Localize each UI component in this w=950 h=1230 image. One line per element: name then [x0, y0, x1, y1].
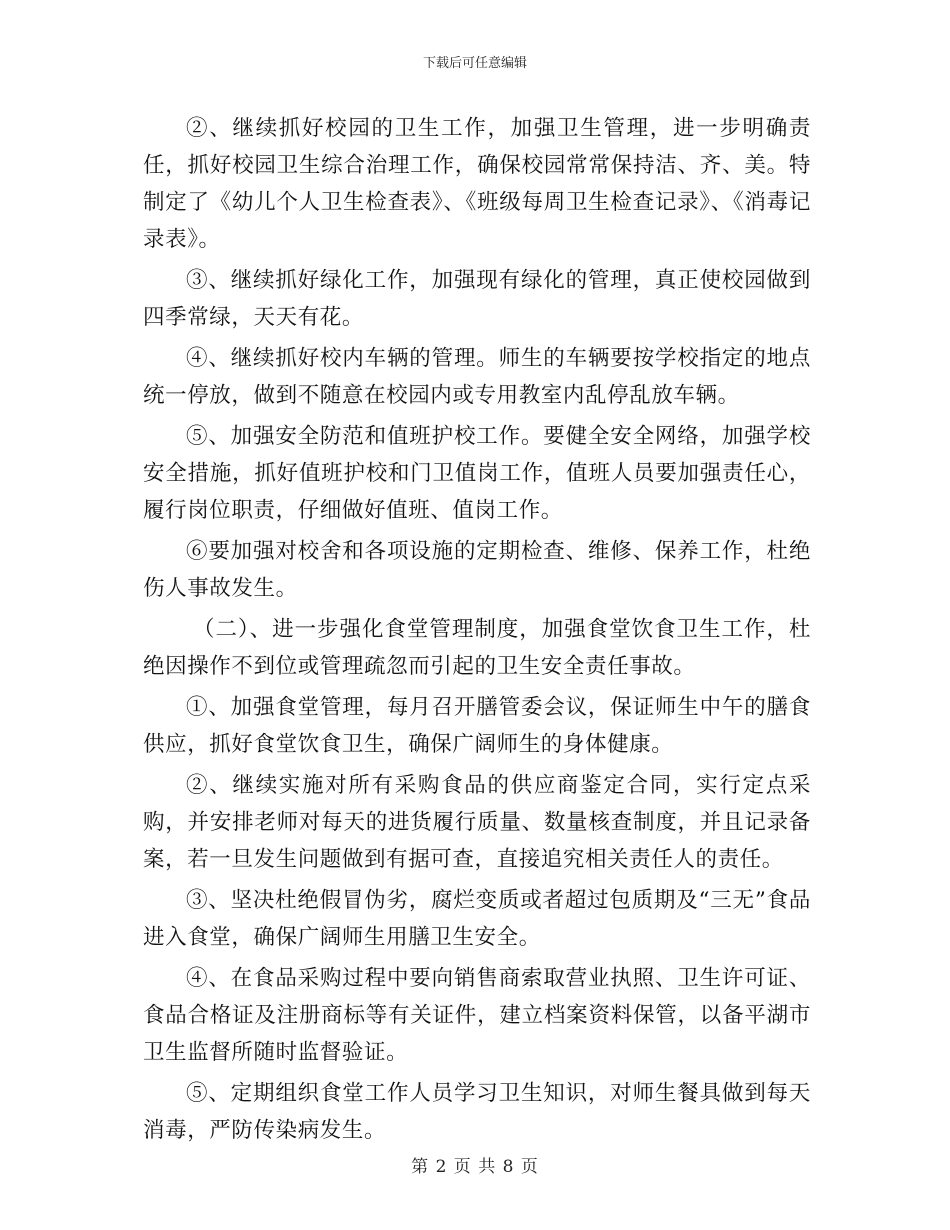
section-heading-paragraph: （二）、进一步强化食堂管理制度，加强食堂饮食卫生工作，杜绝因操作不到位或管理疏忽而引起的卫生安全责任事故。	[143, 617, 811, 679]
paragraph: ②、继续抓好校园的卫生工作，加强卫生管理，进一步明确责任，抓好校园卫生综合治理工作，确保校园常常保持洁、齐、美。特制定了《幼儿个人卫生检查表》、《班级每周卫生检查记录》、《消毒记录表》。	[143, 116, 811, 252]
paragraph: ③、坚决杜绝假冒伪劣，腐烂变质或者超过包质期及“三无”食品进入食堂，确保广阔师生用膳卫生安全。	[143, 888, 811, 950]
paragraph: ③、继续抓好绿化工作，加强现有绿化的管理，真正使校园做到四季常绿，天天有花。	[143, 268, 811, 330]
paragraph: ⑥要加强对校舍和各项设施的定期检查、维修、保养工作，杜绝伤人事故发生。	[143, 539, 811, 601]
paragraph: ④、继续抓好校内车辆的管理。师生的车辆要按学校指定的地点统一停放，做到不随意在校园内或专用教室内乱停乱放车辆。	[143, 346, 811, 408]
paragraph: ②、继续实施对所有采购食品的供应商鉴定合同，实行定点采购，并安排老师对每天的进货履行质量、数量核查制度，并且记录备案，若一旦发生问题做到有据可查，直接追究相关责任人的责任。	[143, 773, 811, 872]
page-number: 第 2 页 共 8 页	[411, 1157, 539, 1177]
paragraph: ⑤、加强安全防范和值班护校工作。要健全安全网络，加强学校安全措施，抓好值班护校和门卫值岗工作，值班人员要加强责任心，履行岗位职责，仔细做好值班、值岗工作。	[143, 424, 811, 523]
paragraph: ①、加强食堂管理，每月召开膳管委会议，保证师生中午的膳食供应，抓好食堂饮食卫生，确保广阔师生的身体健康。	[143, 695, 811, 757]
paragraph: ④、在食品采购过程中要向销售商索取营业执照、卫生许可证、食品合格证及注册商标等有关证件，建立档案资料保管，以备平湖市卫生监督所随时监督验证。	[143, 966, 811, 1065]
body-text	[143, 110, 811, 1153]
paragraph: ⑤、定期组织食堂工作人员学习卫生知识，对师生餐具做到每天消毒，严防传染病发生。	[143, 1081, 811, 1143]
header-note: 下载后可任意编辑	[422, 56, 527, 71]
